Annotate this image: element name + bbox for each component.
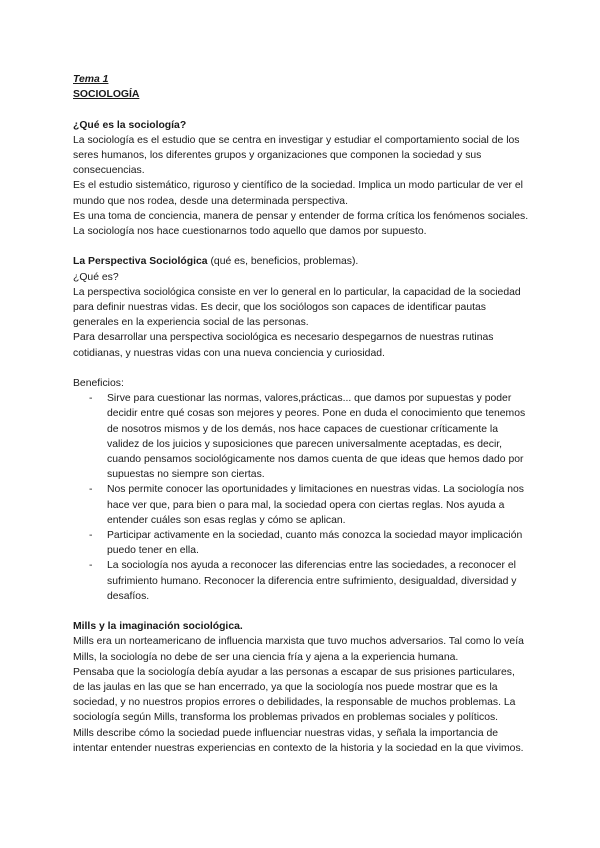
section-heading-perspectiva	[73, 254, 529, 269]
paragraph: Mills describe cómo la sociedad puede influenciar nuestras vidas, y señala la importancia de intentar entender nuestras experiencias en contexto de la historia y la sociedad en la que vivimos.	[73, 727, 524, 754]
dash-bullet: -	[89, 560, 93, 572]
paragraph: La perspectiva sociológica consiste en ver lo general en lo particular, la capacidad de la sociedad para definir nuestras vidas. Es decir, que los sociólogos son capaces de identificar pautas generales en la experiencia social de las personas.	[73, 286, 521, 329]
list-item	[89, 391, 529, 482]
list-item	[89, 528, 529, 558]
section-heading-mills: Mills y la imaginación sociológica.	[73, 621, 243, 633]
section-heading-note: (qué es, beneficios, problemas).	[207, 256, 359, 268]
section-heading-text: La Perspectiva Sociológica	[73, 256, 208, 268]
paragraph: Para desarrollar una perspectiva sociológica es necesario despegarnos de nuestras rutinas cotidianas, y nuestras vidas con una nueva conciencia y curiosidad.	[73, 332, 494, 359]
dash-bullet: -	[89, 530, 93, 542]
benefits-label: Beneficios:	[73, 378, 124, 390]
dash-bullet: -	[89, 393, 93, 405]
paragraph: Es una toma de conciencia, manera de pensar y entender de forma crítica los fenómenos sociales.	[73, 210, 529, 222]
list-item	[89, 558, 529, 604]
paragraph: La sociología es el estudio que se centra en investigar y estudiar el comportamiento social de los seres humanos, los diferentes grupos y organizaciones que componen la sociedad y sus consecuencias.	[73, 134, 520, 177]
dash-bullet: -	[89, 484, 93, 496]
list-item	[89, 482, 529, 528]
topic-label: Tema 1	[73, 74, 109, 85]
paragraph: Es el estudio sistemático, riguroso y científico de la sociedad. Implica un modo particular de ver el mundo que nos rodea, desde una determinada perspectiva.	[73, 180, 523, 207]
list-item-text: La sociología nos ayuda a reconocer las diferencias entre las sociedades, a reconocer el sufrimiento humano. Reconocer la diferencia entre sufrimiento, desigualdad, diversidad y desafíos.	[107, 560, 517, 602]
benefits-list	[73, 391, 529, 604]
document-page	[73, 72, 529, 756]
list-item-text: Nos permite conocer las oportunidades y limitaciones en nuestras vidas. La sociología nos hace ver que, para bien o para mal, la sociedad opera con ciertas reglas. Nos ayuda a entender cuáles son esas reglas y cómo se aplican.	[107, 484, 525, 526]
list-item-text: Participar activamente en la sociedad, cuanto más conozca la sociedad mayor implicación puedo tener en ella.	[107, 530, 523, 557]
page-title: SOCIOLOGÍA	[73, 89, 140, 101]
paragraph: La sociología nos hace cuestionarnos todo aquello que damos por supuesto.	[73, 226, 427, 238]
paragraph: Pensaba que la sociología debía ayudar a las personas a escapar de sus prisiones particulares, de las jaulas en las que se han encerrado, ya que la sociología nos puede mostrar que es la sociedad, y no nuestros propios errores o debilidades, la responsable de muchos problemas. La sociología según Mills, transforma los problemas privados en problemas sociales y políticos.	[73, 666, 516, 724]
subheading: ¿Qué es?	[73, 271, 119, 283]
paragraph: Mills era un norteamericano de influencia marxista que tuvo muchos adversarios. Tal como lo veía Mills, la sociología no debe de ser una ciencia fría y ajena a la experiencia humana.	[73, 636, 524, 663]
list-item-text: Sirve para cuestionar las normas, valores,prácticas... que damos por supuestas y poder decidir entre qué cosas son mejores y peores. Pone en duda el conocimiento que tenemos de nosotros mismos y de los demás, nos hace capaces de cuestionar críticamente la validez de los juicios y suposiciones que parecen universalmente aceptadas, es decir, cuando pensamos sociológicamente nos damos cuenta de que ideas que hemos dado por supuestas no siempre son ciertas.	[107, 393, 526, 481]
section-heading-que-es: ¿Qué es la sociología?	[73, 119, 187, 131]
